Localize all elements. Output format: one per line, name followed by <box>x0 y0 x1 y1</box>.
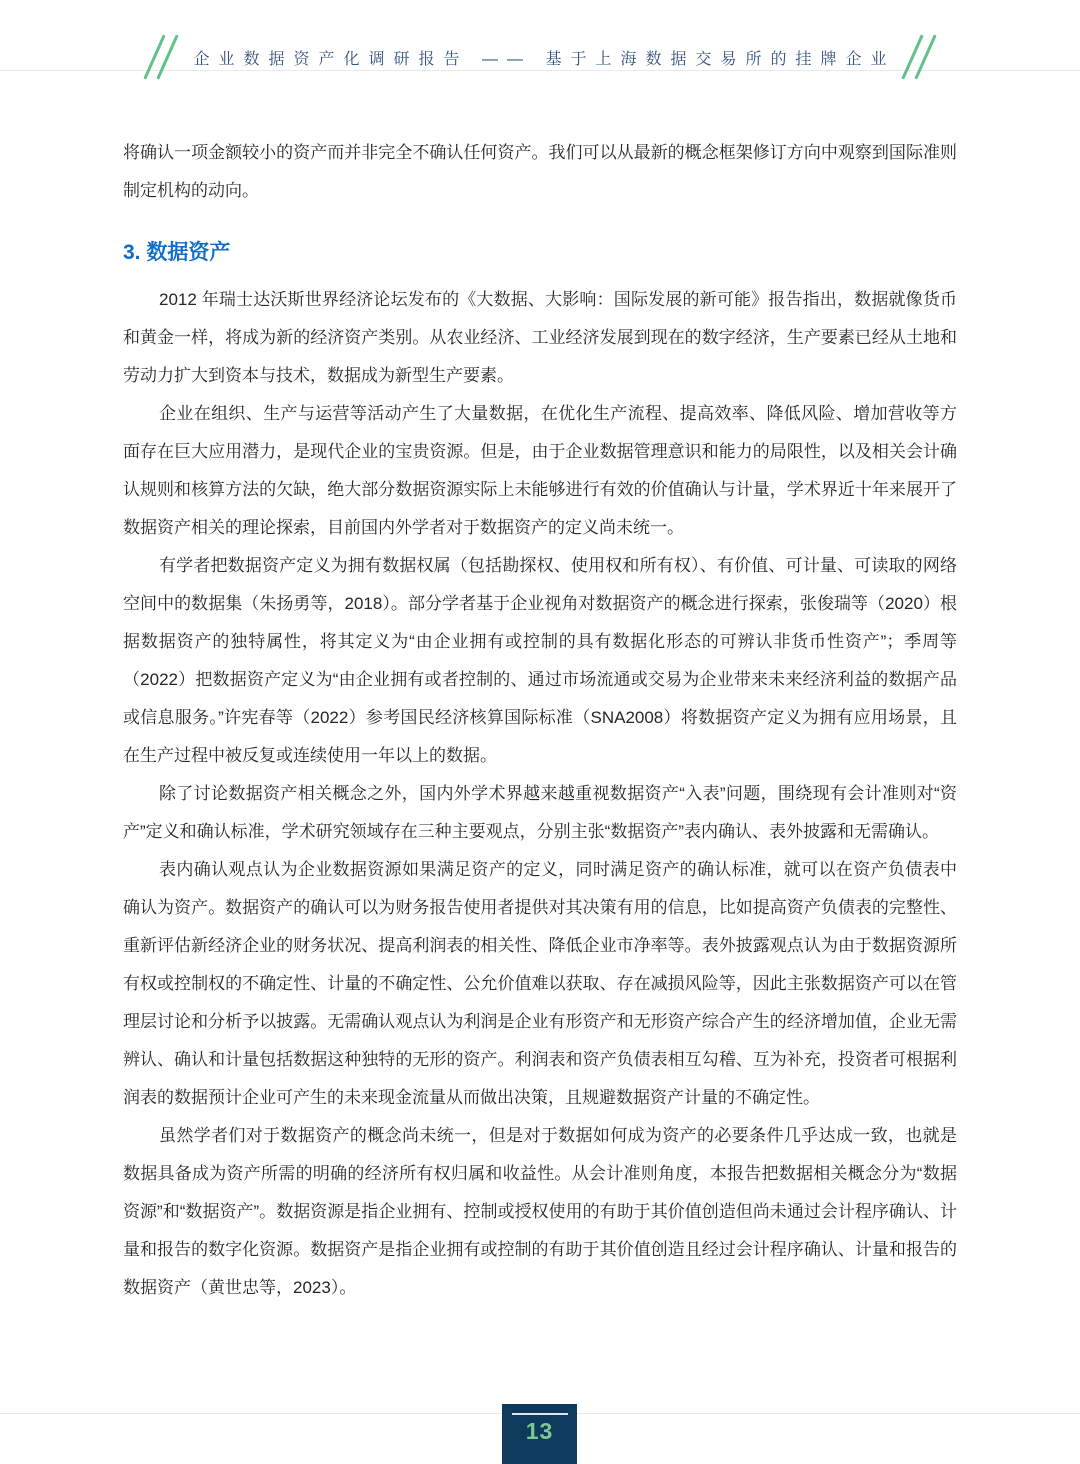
report-title: 企业数据资产化调研报告 —— 基于上海数据交易所的挂牌企业 <box>193 50 896 68</box>
body-paragraph: 企业在组织、生产与运营等活动产生了大量数据，在优化生产流程、提高效率、降低风险、增加营收等方面存在巨大应用潜力，是现代企业的宝贵资源。但是，由于企业数据管理意识和能力的局限性，以及相关会计确认规则和核算方法的欠缺，绝大部分数据资源实际上未能够进行有效的价值确认与计量，学术界近十年来展开了数据资产相关的理论探索，目前国内外学者对于数据资产的定义尚未统一。 <box>123 404 957 537</box>
body-paragraph: 表内确认观点认为企业数据资源如果满足资产的定义，同时满足资产的确认标准，就可以在资产负债表中确认为资产。数据资产的确认可以为财务报告使用者提供对其决策有用的信息，比如提高资产负债表的完整性、重新评估新经济企业的财务状况、提高利润表的相关性、降低企业市净率等。表外披露观点认为由于数据资源所有权或控制权的不确定性、计量的不确定性、公允价值难以获取、存在减损风险等，因此主张数据资产可以在管理层讨论和分析予以披露。无需确认观点认为利润是企业有形资产和无形资产综合产生的经济增加值，企业无需辨认、确认和计量包括数据这种独特的无形的资产。利润表和资产负债表相互勾稽、互为补充，投资者可根据利润表的数据预计企业可产生的未来现金流量从而做出决策，且规避数据资产计量的不确定性。 <box>123 860 957 1107</box>
body-paragraph: 有学者把数据资产定义为拥有数据权属（包括勘探权、使用权和所有权）、有价值、可计量、可读取的网络空间中的数据集（朱扬勇等，2018）。部分学者基于企业视角对数据资产的概念进行探索，张俊瑞等（2020）根据数据资产的独特属性，将其定义为“由企业拥有或控制的具有数据化形态的可辨认非货币性资产”；季周等（2022）把数据资产定义为“由企业拥有或者控制的、通过市场流通或交易为企业带来未来经济利益的数据产品或信息服务。”许宪春等（2022）参考国民经济核算国际标准（SNA2008）将数据资产定义为拥有应用场景，且在生产过程中被反复或连续使用一年以上的数据。 <box>123 556 957 765</box>
double-slash-left-icon <box>153 33 169 81</box>
body-paragraph: 虽然学者们对于数据资产的概念尚未统一，但是对于数据如何成为资产的必要条件几乎达成一致，也就是数据具备成为资产所需的明确的经济所有权归属和收益性。从会计准则角度，本报告把数据相关概念分为“数据资源”和“数据资产”。数据资源是指企业拥有、控制或授权使用的有助于其价值创造但尚未通过会计程序确认、计量和报告的数字化资源。数据资产是指企业拥有或控制的有助于其价值创造且经过会计程序确认、计量和报告的数据资产（黄世忠等，2023）。 <box>123 1126 957 1297</box>
document-body <box>123 71 957 1307</box>
page-number-box <box>502 1404 577 1464</box>
page-number: 13 <box>525 1418 554 1444</box>
body-paragraph: 2012 年瑞士达沃斯世界经济论坛发布的《大数据、大影响：国际发展的新可能》报告指出，数据就像货币和黄金一样，将成为新的经济资产类别。从农业经济、工业经济发展到现在的数字经济，生产要素已经从土地和劳动力扩大到资本与技术，数据成为新型生产要素。 <box>123 290 957 385</box>
slash-icon <box>902 34 924 79</box>
body-paragraph: 除了讨论数据资产相关概念之外，国内外学术界越来越重视数据资产“入表”问题，围绕现有会计准则对“资产”定义和确认标准，学术研究领域存在三种主要观点，分别主张“数据资产”表内确认、表外披露和无需确认。 <box>123 784 957 841</box>
page-header <box>0 32 1080 82</box>
page-number-accent-line <box>512 1413 568 1415</box>
intro-paragraph: 将确认一项金额较小的资产而并非完全不确认任何资产。我们可以从最新的概念框架修订方向中观察到国际准则制定机构的动向。 <box>123 143 957 200</box>
double-slash-right-icon <box>911 33 927 81</box>
section-heading: 3. 数据资产 <box>123 241 231 264</box>
